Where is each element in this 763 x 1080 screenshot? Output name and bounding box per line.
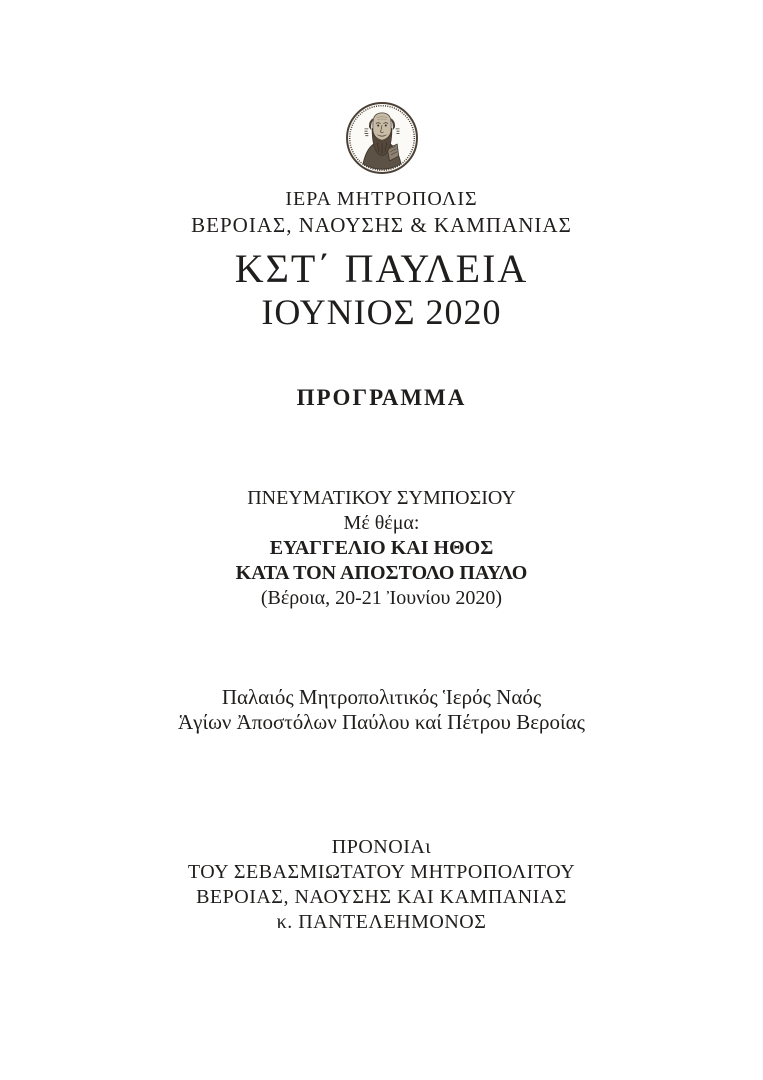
symposium-theme-label: Μέ θέμα:	[343, 512, 420, 534]
auspices-line4: κ. ΠΑΝΤΕΛΕΗΜΟΝΟΣ	[276, 911, 487, 933]
venue-line1: Παλαιός Μητροπολιτικός Ἱερός Ναός	[221, 685, 542, 709]
venue-line2: Ἁγίων Ἀποστόλων Παύλου καί Πέτρου Βεροίας	[178, 710, 585, 734]
venue-section	[0, 685, 763, 735]
symposium-theme-line2: ΚΑΤΑ ΤΟΝ ΑΠΟΣΤΟΛΟ ΠΑΥΛΟ	[235, 562, 528, 584]
symposium-title: ΠΝΕΥΜΑΤΙΚΟΥ ΣΥΜΠΟΣΙΟΥ	[247, 487, 516, 509]
organization-name-line2: ΒΕΡΟΙΑΣ, ΝΑΟΥΣΗΣ & ΚΑΜΠΑΝΙΑΣ	[191, 213, 572, 237]
program-heading: ΠΡΟΓΡΑΜΜΑ	[296, 385, 467, 410]
symposium-section	[0, 486, 763, 611]
logo-container	[0, 0, 763, 176]
symposium-place-dates: (Βέροια, 20-21 Ἰουνίου 2020)	[260, 587, 503, 609]
auspices-line1: ΠΡΟΝΟΙΑι	[331, 836, 432, 858]
auspices-line2: ΤΟΥ ΣΕΒΑΣΜΙΩΤΑΤΟΥ ΜΗΤΡΟΠΟΛΙΤΟΥ	[187, 861, 576, 883]
auspices-section	[0, 835, 763, 935]
apostle-paul-medallion-icon	[344, 100, 420, 176]
event-title-line1: ΚΣΤ΄ ΠΑΥΛΕΙΑ	[234, 246, 529, 291]
event-title-line2: ΙΟΥΝΙΟΣ 2020	[261, 292, 502, 332]
auspices-line3: ΒΕΡΟΙΑΣ, ΝΑΟΥΣΗΣ ΚΑΙ ΚΑΜΠΑΝΙΑΣ	[196, 886, 567, 908]
organization-name-line1: ΙΕΡΑ ΜΗΤΡΟΠΟΛΙΣ	[285, 188, 478, 210]
symposium-theme-line1: ΕΥΑΓΓΕΛΙΟ ΚΑΙ ΗΘΟΣ	[269, 537, 494, 559]
